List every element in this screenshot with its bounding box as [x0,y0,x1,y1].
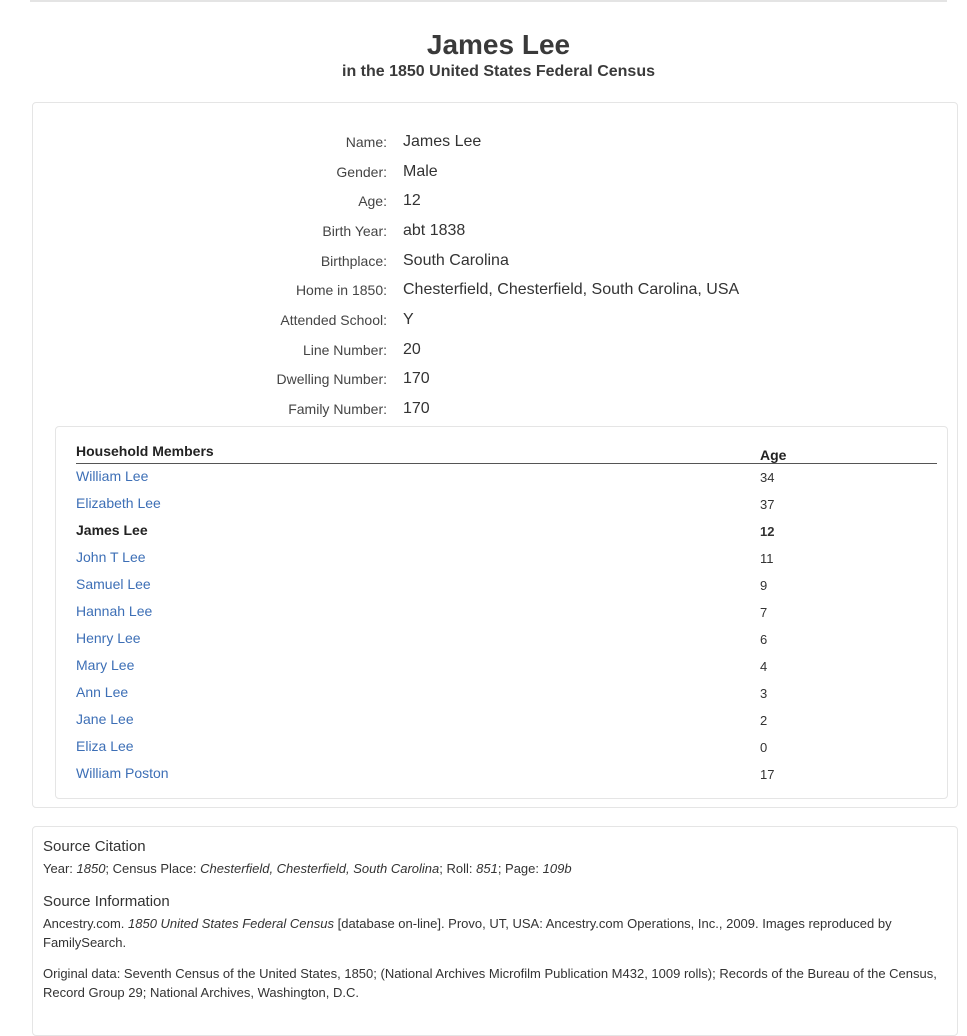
household-member-age: 2 [760,713,768,728]
table-row [76,656,937,683]
field-value: Chesterfield, Chesterfield, South Carolina, USA [403,281,740,298]
household-member-age: 17 [760,767,775,782]
source-citation-text [43,859,947,878]
field-value: Male [403,163,438,180]
citation-place: Chesterfield, Chesterfield, South Carolina [200,861,440,876]
household-member-link[interactable]: Mary Lee [76,657,135,673]
record-card [32,102,958,808]
table-row [76,764,937,791]
field-label: Family Number: [288,401,387,417]
field-line-number [33,338,959,366]
field-label: Age: [358,193,387,209]
source-prefix: Ancestry.com. [43,916,129,931]
field-value: 20 [403,341,421,358]
citation-year: 1850 [76,861,106,876]
citation-year-label: Year: [43,861,77,876]
page-title: James Lee [426,29,571,60]
field-birthplace [33,249,959,277]
household-member-age: 12 [760,524,775,539]
field-age [33,189,959,217]
source-suffix: [database on-line]. Provo, UT, USA: Ancestry.com Operations, Inc., 2009. Images reproduced by FamilySearch. [43,916,892,950]
field-value: Y [403,311,414,328]
top-divider [30,0,947,2]
source-panel [32,826,958,1036]
page-subtitle: in the 1850 United States Federal Census [342,63,655,80]
household-member-age: 9 [760,578,768,593]
source-information-text [43,914,947,952]
household-member-age: 11 [760,551,774,566]
page-header [0,28,967,82]
field-name [33,130,959,158]
field-label: Name: [345,134,387,150]
field-value: 170 [403,400,430,417]
household-member-age: 0 [760,740,768,755]
household-member-link[interactable]: Hannah Lee [76,603,153,619]
field-value: 12 [403,192,421,209]
household-member-age: 4 [760,659,768,674]
table-row [76,494,937,521]
field-gender [33,160,959,188]
household-member-age: 37 [760,497,775,512]
citation-roll-label: ; Roll: [439,861,477,876]
field-label: Line Number: [302,342,387,358]
citation-roll: 851 [476,861,498,876]
household-member-link[interactable]: Henry Lee [76,630,141,646]
field-label: Birthplace: [320,253,387,269]
household-member-name: James Lee [76,522,148,538]
age-column-header: Age [760,447,787,463]
database-title: 1850 United States Federal Census [128,916,334,931]
table-row [76,575,937,602]
table-row [76,467,937,494]
field-label: Birth Year: [322,223,387,239]
source-information-heading: Source Information [43,893,170,910]
citation-page: 109b [542,861,572,876]
household-member-age: 6 [760,632,768,647]
household-member-age: 7 [760,605,768,620]
citation-place-label: ; Census Place: [105,861,201,876]
table-row [76,683,937,710]
field-family-number [33,397,959,425]
field-label: Home in 1850: [295,282,387,298]
source-citation-heading: Source Citation [43,838,146,855]
household-member-link[interactable]: John T Lee [76,549,146,565]
table-row [76,602,937,629]
household-member-link[interactable]: Eliza Lee [76,738,134,754]
field-value: abt 1838 [403,222,466,239]
table-row [76,710,937,737]
household-member-link[interactable]: Elizabeth Lee [76,495,161,511]
table-row-current-person [76,521,937,548]
field-label: Dwelling Number: [276,371,387,387]
field-label: Gender: [336,164,387,180]
household-member-link[interactable]: Jane Lee [76,711,134,727]
field-home [33,278,959,306]
field-dwelling-number [33,367,959,395]
field-value: 170 [403,370,430,387]
household-member-link[interactable]: William Lee [76,468,149,484]
field-attended-school [33,308,959,336]
table-row [76,737,937,764]
household-member-age: 34 [760,470,775,485]
household-member-age: 3 [760,686,768,701]
household-member-link[interactable]: William Poston [76,765,169,781]
original-data-text: Original data: Seventh Census of the United States, 1850; (National Archives Microfilm Publication M432, 1009 rolls); Records of the Bureau of the Census, Record Group 29; National Archives, Washington, D.C. [43,966,937,1000]
field-value: South Carolina [403,252,509,269]
household-members-column-header: Household Members [76,443,214,459]
field-label: Attended School: [280,312,387,328]
field-birth-year [33,219,959,247]
table-row [76,548,937,575]
household-table-header [76,443,937,464]
field-value: James Lee [403,133,482,150]
household-member-link[interactable]: Samuel Lee [76,576,151,592]
household-member-link[interactable]: Ann Lee [76,684,129,700]
household-table [55,426,948,799]
table-row [76,629,937,656]
citation-page-label: ; Page: [497,861,543,876]
